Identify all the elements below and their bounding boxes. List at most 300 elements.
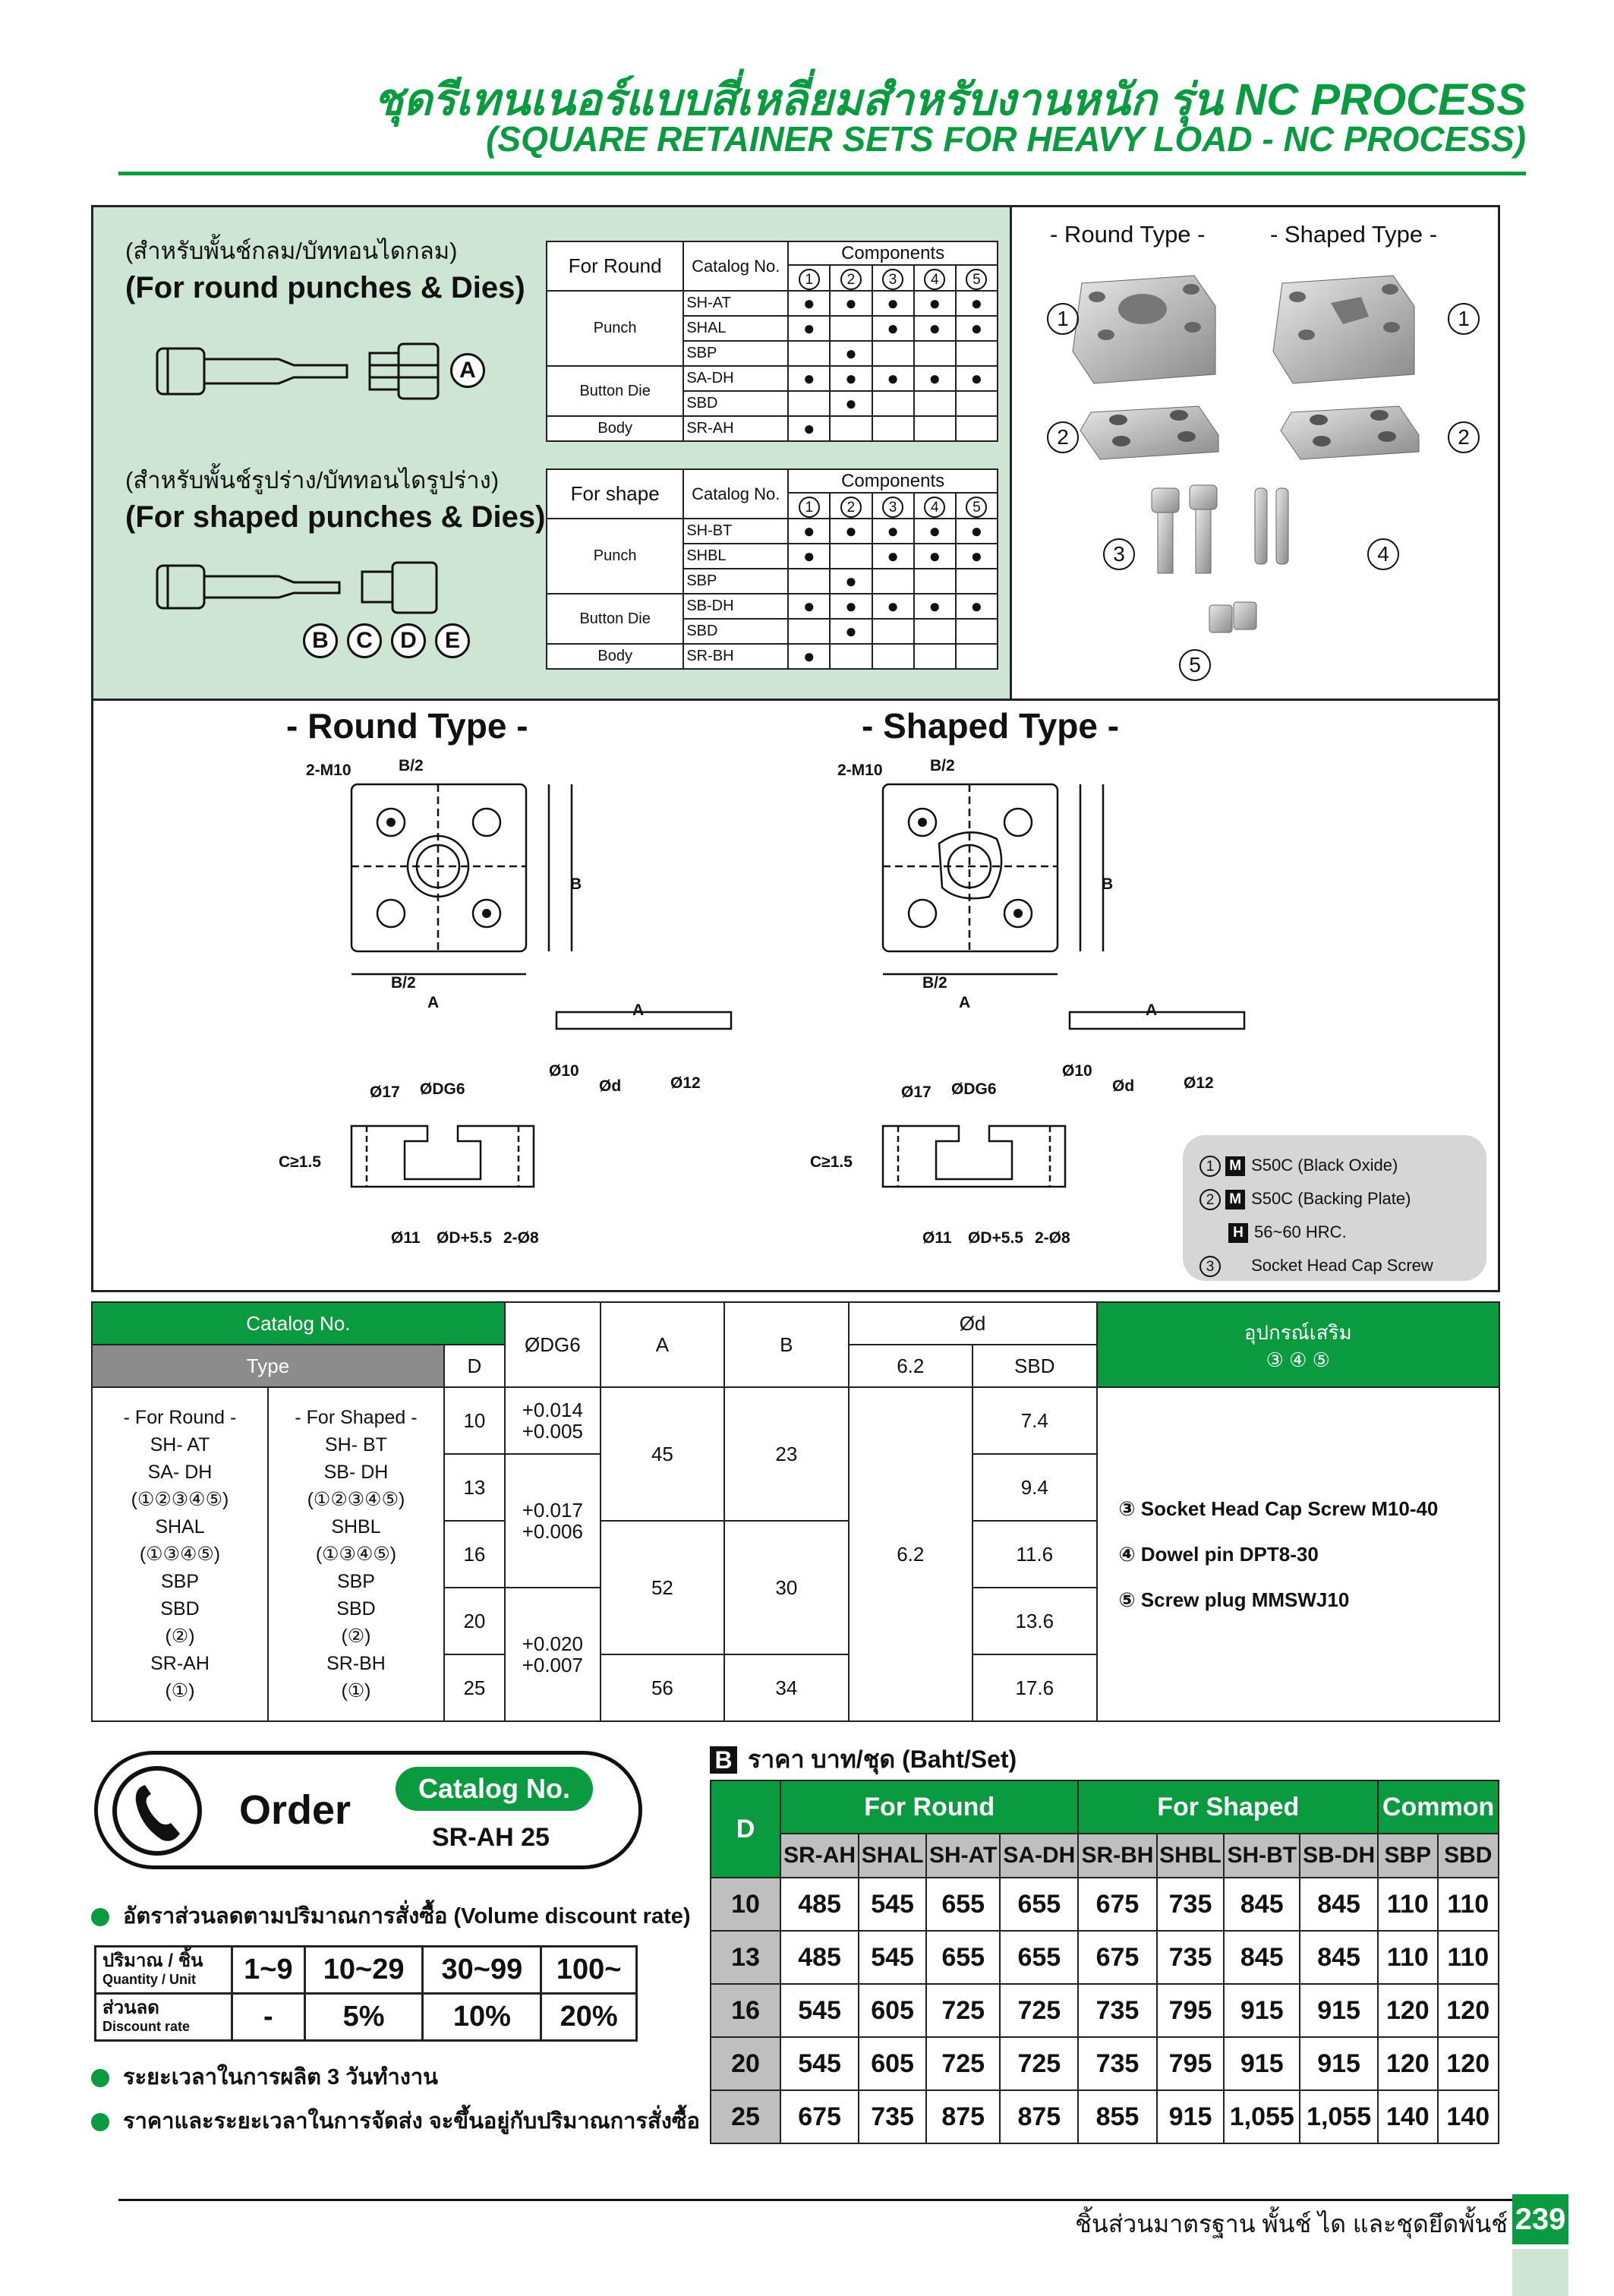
dim-m10-shaped: 2-M10 — [837, 762, 883, 779]
price-cell-16-sbd: 120 — [1438, 1984, 1499, 2037]
photo-number-3: 3 — [1103, 538, 1135, 570]
shape-comp-dot-1-1-3 — [914, 619, 956, 644]
shape-comp-dot-1-1-1: ● — [830, 619, 872, 644]
round-comp-head-components: Components — [788, 241, 998, 265]
round-comp-catalog-shal: SHAL — [683, 316, 788, 341]
price-cell-10-sb-dh: 845 — [1300, 1878, 1378, 1931]
shape-comp-dot-1-0-4: ● — [956, 594, 998, 619]
order-example — [94, 1751, 642, 1869]
round-comp-dot-1-0-1: ● — [830, 366, 872, 391]
shape-comp-dot-2-0-2 — [872, 644, 914, 669]
round-comp-dot-0-0-0: ● — [788, 291, 830, 316]
discount-title: อัตราส่วนลดตามปริมาณการสั่งซื้อ (Volume discount rate) — [123, 1904, 691, 1929]
round-comp-dot-0-0-1: ● — [830, 291, 872, 316]
dim-dg6-shaped: ØDG6 — [951, 1080, 997, 1098]
round-comp-dot-1-1-1: ● — [830, 391, 872, 416]
price-cell-20-sb-dh: 915 — [1300, 2037, 1378, 2090]
shape-comp-catalog-shbl: SHBL — [683, 544, 788, 569]
spec-round-item-6: SBP — [160, 1571, 199, 1592]
spec-dd-header: Ød — [849, 1302, 1097, 1345]
round-comp-dot-1-0-2: ● — [872, 366, 914, 391]
footer-text: ชิ้นส่วนมาตรฐาน พั้นช์ ได และชุดยึดพั้นช์ — [1075, 2210, 1508, 2238]
spec-shaped-item-6: SBP — [336, 1571, 375, 1592]
shape-comp-dot-0-1-4: ● — [956, 544, 998, 569]
spec-sbd-13: 9.4 — [972, 1454, 1097, 1521]
shape-comp-dot-0-2-2 — [872, 569, 914, 594]
price-cell-20-shbl: 795 — [1157, 2037, 1225, 2090]
price-b-badge: B — [710, 1746, 737, 1774]
shape-comp-dot-2-0-4 — [956, 644, 998, 669]
shape-comp-dot-2-0-3 — [914, 644, 956, 669]
price-col-sh-at: SH-AT — [926, 1834, 1000, 1878]
price-cell-25-sb-dh: 1,055 — [1300, 2090, 1378, 2143]
component-selection-pane — [93, 207, 1012, 701]
shape-comp-dot-0-2-0 — [788, 569, 830, 594]
round-comp-dot-0-2-0 — [788, 341, 830, 366]
spec-round-item-4: SHAL — [155, 1516, 205, 1538]
order-word: Order — [239, 1787, 351, 1833]
round-comp-dot-1-0-4: ● — [956, 366, 998, 391]
price-row-d-16: 16 — [711, 1984, 780, 2037]
discount-qty-2: 10~29 — [304, 1947, 423, 1994]
dim-dd-shaped: Ød — [1112, 1077, 1135, 1095]
spec-sbd-16: 11.6 — [972, 1521, 1097, 1588]
shape-comp-catalog-sbp: SBP — [683, 569, 788, 594]
price-cell-16-sh-bt: 915 — [1224, 1984, 1300, 2037]
price-title: ราคา บาท/ชุด (Baht/Set) — [748, 1746, 1017, 1773]
discount-rate-4: 20% — [541, 1994, 637, 2041]
discount-rate-th: ส่วนลด — [102, 1997, 159, 2018]
spec-b-30: 30 — [724, 1521, 848, 1654]
discount-rate-en: Discount rate — [102, 2018, 191, 2034]
delivery-note: ราคาและระยะเวลาในการจัดส่ง จะขึ้นอยู่กับปริมาณการสั่งซื้อ — [123, 2109, 700, 2134]
discount-qty-4: 100~ — [541, 1947, 637, 1994]
spec-round-item-9: SR-AH — [150, 1653, 210, 1674]
legend-m-badge: M — [1225, 1156, 1245, 1176]
spec-sbp-value: 6.2 — [849, 1387, 972, 1721]
letter-e-badge: E — [435, 623, 470, 658]
price-for-round-header: For Round — [780, 1780, 1078, 1834]
price-cell-25-sh-bt: 1,055 — [1224, 2090, 1300, 2143]
discount-rate-1: - — [232, 1994, 305, 2041]
footer-rule — [118, 2199, 1512, 2201]
spec-d-10: 10 — [444, 1387, 505, 1454]
component-photos — [1012, 207, 1498, 701]
spec-shaped-item-1: SH- BT — [325, 1434, 387, 1456]
spec-accessory-3: ⑤ Screw plug MMSWJ10 — [1118, 1588, 1350, 1611]
spec-round-item-3: (①②③④⑤) — [131, 1489, 229, 1510]
legend-number-1: 1 — [1199, 1156, 1221, 1177]
shape-comp-dot-0-1-1 — [830, 544, 872, 569]
price-cell-25-shal: 735 — [859, 2090, 926, 2143]
dim-a-round: A — [427, 994, 440, 1011]
spec-accessory-header: อุปกรณ์เสริม — [1244, 1321, 1352, 1344]
spec-sbd-20: 13.6 — [972, 1588, 1097, 1654]
photo-round-type-label: - Round Type - — [1050, 221, 1206, 248]
price-cell-13-sbd: 110 — [1438, 1931, 1499, 1984]
shape-comp-dot-2-0-1 — [830, 644, 872, 669]
dim-m10-round: 2-M10 — [306, 762, 351, 779]
round-comp-dot-1-1-4 — [956, 391, 998, 416]
spec-b-header: B — [724, 1302, 848, 1387]
price-cell-13-sh-at: 655 — [926, 1931, 1000, 1984]
product-frame — [91, 205, 1500, 1292]
spec-sbp-header: 6.2 — [849, 1345, 972, 1387]
spec-shaped-item-8: (②) — [341, 1626, 371, 1647]
spec-shaped-item-3: (①②③④⑤) — [307, 1489, 405, 1510]
round-comp-head-catalog: Catalog No. — [683, 241, 788, 291]
dim-b2-bottom-shaped: B/2 — [922, 974, 947, 992]
price-cell-13-sr-ah: 485 — [780, 1931, 859, 1984]
round-comp-catalog-sh-at: SH-AT — [683, 291, 788, 316]
round-comp-dot-0-1-2: ● — [872, 316, 914, 341]
price-cell-10-sh-bt: 845 — [1224, 1878, 1300, 1931]
round-comp-dot-0-0-3: ● — [914, 291, 956, 316]
spec-dg6-header: ØDG6 — [505, 1302, 601, 1387]
round-comp-dot-1-0-3: ● — [914, 366, 956, 391]
spec-round-item-8: (②) — [165, 1626, 195, 1647]
shape-comp-catalog-sr-bh: SR-BH — [683, 644, 788, 669]
shape-comp-component-num-1: 1 — [799, 497, 820, 518]
shaped-label-thai: (สำหรับพั้นช์รูปร่าง/บัททอนไดรูปร่าง) — [125, 467, 500, 494]
diagram-round-title: - Round Type - — [286, 706, 528, 746]
discount-qty-3: 30~99 — [423, 1947, 541, 1994]
shape-comp-dot-0-0-2: ● — [872, 519, 914, 544]
price-cell-20-sbd: 120 — [1438, 2037, 1499, 2090]
spec-a-header: A — [601, 1302, 724, 1387]
spec-tol1b: +0.005 — [522, 1420, 583, 1443]
discount-qty-1: 1~9 — [232, 1947, 305, 1994]
price-cell-20-sa-dh: 725 — [1000, 2037, 1078, 2090]
spec-d-25: 25 — [444, 1654, 505, 1721]
spec-round-item-1: SH- AT — [150, 1434, 210, 1456]
note-bullet-2 — [91, 2113, 109, 2131]
dim-b2-round: B/2 — [399, 757, 424, 774]
footer-tab-decoration — [1512, 2249, 1568, 2296]
round-components-table — [546, 241, 998, 442]
legend-item-4: Socket Head Cap Screw — [1251, 1256, 1433, 1275]
price-col-sr-ah: SR-AH — [780, 1834, 859, 1878]
shape-comp-head-catalog: Catalog No. — [683, 469, 788, 519]
shape-comp-head-components: Components — [788, 469, 998, 493]
spec-catalog-header: Catalog No. — [92, 1302, 505, 1345]
price-cell-13-shbl: 735 — [1157, 1931, 1225, 1984]
shape-comp-dot-0-1-0: ● — [788, 544, 830, 569]
legend-item-2: S50C (Backing Plate) — [1251, 1189, 1411, 1208]
spec-shaped-item-5: (①③④⑤) — [315, 1544, 397, 1565]
price-cell-25-sr-ah: 675 — [780, 2090, 859, 2143]
round-comp-dot-0-2-3 — [914, 341, 956, 366]
dim-dd-round: Ød — [599, 1077, 622, 1095]
dim-d17-round: Ø17 — [370, 1083, 400, 1101]
round-comp-group-2: Body — [547, 416, 683, 441]
price-table — [710, 1780, 1499, 2144]
spec-d-13: 13 — [444, 1454, 505, 1521]
legend-m-badge-2: M — [1225, 1190, 1245, 1210]
dim-b-round: B — [570, 875, 582, 893]
shape-comp-dot-0-2-4 — [956, 569, 998, 594]
round-comp-catalog-sa-dh: SA-DH — [683, 366, 788, 391]
spec-round-item-5: (①③④⑤) — [139, 1544, 221, 1565]
price-cell-13-sbp: 110 — [1378, 1931, 1437, 1984]
price-col-shal: SHAL — [859, 1834, 926, 1878]
page-title-english: (SQUARE RETAINER SETS FOR HEAVY LOAD - NC PROCESS) — [486, 119, 1526, 159]
price-common-header: Common — [1378, 1780, 1499, 1834]
dim-a-shaped: A — [959, 994, 971, 1011]
photo-number-4: 4 — [1367, 538, 1399, 570]
price-cell-16-sbp: 120 — [1378, 1984, 1437, 2037]
spec-a-52: 52 — [601, 1521, 724, 1654]
dim-b-shaped: B — [1102, 875, 1114, 893]
spec-d-16: 16 — [444, 1521, 505, 1588]
price-d-header: D — [711, 1780, 780, 1878]
spec-round-item-10: (①) — [165, 1680, 195, 1702]
discount-bullet — [91, 1908, 109, 1926]
price-cell-20-shal: 605 — [859, 2037, 926, 2090]
price-cell-20-sr-bh: 735 — [1078, 2037, 1156, 2090]
shape-comp-dot-0-2-1: ● — [830, 569, 872, 594]
diagram-shaped-title: - Shaped Type - — [862, 706, 1120, 746]
title-divider — [118, 172, 1526, 175]
dim-d17-shaped: Ø17 — [901, 1083, 932, 1101]
price-cell-13-sh-bt: 845 — [1224, 1931, 1300, 1984]
round-comp-dot-2-0-2 — [872, 416, 914, 441]
spec-type-header: Type — [92, 1345, 444, 1387]
price-col-sr-bh: SR-BH — [1078, 1834, 1156, 1878]
price-cell-16-sr-bh: 735 — [1078, 1984, 1156, 2037]
photo-number-1-right: 1 — [1448, 303, 1480, 335]
spec-tol3b: +0.007 — [522, 1654, 583, 1676]
price-row-d-25: 25 — [711, 2090, 780, 2143]
round-punch-illustration — [150, 333, 544, 409]
spec-b-23: 23 — [724, 1387, 848, 1521]
photo-number-2-right: 2 — [1448, 421, 1480, 453]
dim-d12-shaped: Ø12 — [1184, 1074, 1214, 1092]
price-cell-10-sa-dh: 655 — [1000, 1878, 1078, 1931]
shape-comp-catalog-sb-dh: SB-DH — [683, 594, 788, 619]
round-comp-group-0: Punch — [547, 291, 683, 366]
shape-comp-dot-1-1-4 — [956, 619, 998, 644]
shape-comp-dot-1-0-3: ● — [914, 594, 956, 619]
round-comp-dot-0-1-4: ● — [956, 316, 998, 341]
shape-comp-component-num-5: 5 — [966, 497, 987, 518]
dim-d8-shaped: 2-Ø8 — [1035, 1229, 1070, 1247]
spec-sbd-25: 17.6 — [972, 1654, 1097, 1721]
photo-shaped-type-label: - Shaped Type - — [1270, 221, 1438, 248]
price-row-d-13: 13 — [711, 1931, 780, 1984]
round-comp-dot-2-0-1 — [830, 416, 872, 441]
spec-a-56: 56 — [601, 1654, 724, 1721]
page-title-thai: ชุดรีเทนเนอร์แบบสี่เหลี่ยมสำหรับงานหนัก รุ่น NC PROCESS — [374, 75, 1526, 125]
legend-number-2: 2 — [1199, 1189, 1221, 1210]
price-cell-13-shal: 545 — [859, 1931, 926, 1984]
round-comp-dot-1-1-0 — [788, 391, 830, 416]
discount-rate-2: 5% — [304, 1994, 423, 2041]
shaped-label-english: (For shaped punches & Dies) — [125, 500, 546, 534]
round-label-english: (For round punches & Dies) — [125, 271, 525, 304]
parts-photo-art — [1012, 253, 1498, 693]
phone-icon — [112, 1765, 203, 1856]
price-cell-25-sr-bh: 855 — [1078, 2090, 1156, 2143]
spec-shaped-item-7: SBD — [336, 1598, 376, 1620]
note-bullet-1 — [91, 2069, 109, 2087]
spec-b-34: 34 — [724, 1654, 848, 1721]
spec-d-20: 20 — [444, 1588, 505, 1654]
shape-comp-component-num-4: 4 — [924, 497, 945, 518]
price-cell-16-shbl: 795 — [1157, 1984, 1225, 2037]
spec-shaped-item-4: SHBL — [331, 1516, 381, 1538]
round-comp-dot-0-2-2 — [872, 341, 914, 366]
price-cell-10-sbp: 110 — [1378, 1878, 1437, 1931]
price-cell-16-sa-dh: 725 — [1000, 1984, 1078, 2037]
spec-a-45: 45 — [601, 1387, 724, 1521]
spec-round-item-0: - For Round - — [123, 1407, 237, 1428]
round-comp-dot-1-0-0: ● — [788, 366, 830, 391]
price-cell-16-shal: 605 — [859, 1984, 926, 2037]
shape-comp-dot-1-1-0 — [788, 619, 830, 644]
spec-sbd-10: 7.4 — [972, 1387, 1097, 1454]
shape-comp-dot-1-0-1: ● — [830, 594, 872, 619]
round-comp-head-type: For Round — [547, 241, 683, 291]
round-comp-group-1: Button Die — [547, 366, 683, 416]
photo-number-1-left: 1 — [1047, 303, 1079, 335]
shape-comp-catalog-sh-bt: SH-BT — [683, 519, 788, 544]
spec-shaped-item-10: (①) — [341, 1680, 371, 1702]
discount-qty-en: Quantity / Unit — [102, 1971, 196, 1987]
price-col-sbp: SBP — [1378, 1834, 1437, 1878]
price-row-d-20: 20 — [711, 2037, 780, 2090]
round-comp-dot-0-0-4: ● — [956, 291, 998, 316]
shaped-components-table — [546, 468, 998, 670]
price-cell-16-sr-ah: 545 — [780, 1984, 859, 2037]
price-col-sbd: SBD — [1438, 1834, 1499, 1878]
shaped-punch-illustration — [150, 558, 514, 626]
price-for-shaped-header: For Shaped — [1078, 1780, 1378, 1834]
round-label-thai: (สำหรับพั้นช์กลม/บัททอนไดกลม) — [125, 238, 458, 264]
dim-c15-shaped: C≥1.5 — [810, 1153, 853, 1171]
round-comp-dot-2-0-0: ● — [788, 416, 830, 441]
dim-dg6-round: ØDG6 — [420, 1080, 465, 1098]
price-cell-10-sh-at: 655 — [926, 1878, 1000, 1931]
spec-round-catalog-list — [92, 1387, 268, 1721]
price-cell-10-shbl: 735 — [1157, 1878, 1225, 1931]
shape-comp-group-0: Punch — [547, 519, 683, 594]
round-comp-dot-2-0-4 — [956, 416, 998, 441]
spec-sbd-header: SBD — [972, 1345, 1097, 1387]
dim-d8-round: 2-Ø8 — [503, 1229, 539, 1247]
shape-comp-catalog-sbd: SBD — [683, 619, 788, 644]
legend-item-3: 56~60 HRC. — [1254, 1222, 1347, 1241]
legend-number-3: 3 — [1199, 1256, 1221, 1277]
price-cell-16-sb-dh: 915 — [1300, 1984, 1378, 2037]
price-cell-10-shal: 545 — [859, 1878, 926, 1931]
round-comp-dot-0-1-0: ● — [788, 316, 830, 341]
discount-table — [94, 1945, 638, 2042]
price-cell-13-sa-dh: 655 — [1000, 1931, 1078, 1984]
round-comp-dot-1-1-3 — [914, 391, 956, 416]
dim-b2-bottom-round: B/2 — [391, 974, 416, 992]
dim-a-plate-shaped: A — [1146, 1001, 1158, 1019]
price-col-sh-bt: SH-BT — [1224, 1834, 1300, 1878]
shape-comp-group-1: Button Die — [547, 594, 683, 644]
production-time-note: ระยะเวลาในการผลิต 3 วันทำงาน — [123, 2065, 438, 2089]
page-number: 239 — [1512, 2194, 1568, 2244]
spec-accessory-numbers: ③ ④ ⑤ — [1266, 1348, 1330, 1371]
shape-comp-dot-0-0-3: ● — [914, 519, 956, 544]
price-row-d-10: 10 — [711, 1878, 780, 1931]
round-comp-dot-0-2-4 — [956, 341, 998, 366]
specification-table — [91, 1301, 1500, 1722]
dim-d10-shaped: Ø10 — [1062, 1062, 1092, 1080]
letter-a-badge: A — [450, 353, 485, 388]
shape-comp-dot-0-0-1: ● — [830, 519, 872, 544]
price-cell-20-sh-at: 725 — [926, 2037, 1000, 2090]
price-cell-25-sh-at: 875 — [926, 2090, 1000, 2143]
round-comp-dot-1-1-2 — [872, 391, 914, 416]
letter-b-badge: B — [303, 623, 338, 658]
round-comp-component-num-2: 2 — [840, 269, 862, 290]
shape-comp-group-2: Body — [547, 644, 683, 669]
spec-shaped-catalog-list — [268, 1387, 444, 1721]
spec-shaped-item-2: SB- DH — [323, 1462, 389, 1483]
round-comp-component-num-1: 1 — [799, 269, 820, 290]
shape-comp-dot-0-1-2: ● — [872, 544, 914, 569]
price-col-shbl: SHBL — [1157, 1834, 1225, 1878]
spec-tol1: +0.014 — [522, 1399, 583, 1421]
spec-tol2: +0.017 — [522, 1499, 583, 1522]
shape-comp-dot-0-0-0: ● — [788, 519, 830, 544]
price-col-sa-dh: SA-DH — [1000, 1834, 1078, 1878]
dim-a-plate-round: A — [632, 1001, 645, 1019]
round-comp-dot-0-2-1: ● — [830, 341, 872, 366]
dim-d11-shaped: Ø11 — [922, 1229, 952, 1247]
photo-number-5: 5 — [1179, 649, 1211, 681]
order-catalog-value: SR-AH 25 — [432, 1823, 550, 1852]
price-cell-20-sh-bt: 915 — [1224, 2037, 1300, 2090]
price-cell-10-sr-bh: 675 — [1078, 1878, 1156, 1931]
dim-b2-shaped: B/2 — [930, 757, 955, 774]
spec-tol2b: +0.006 — [522, 1520, 583, 1543]
spec-round-item-7: SBD — [160, 1598, 200, 1620]
spec-accessory-2: ④ Dowel pin DPT8-30 — [1118, 1543, 1319, 1566]
discount-rate-3: 10% — [423, 1994, 541, 2041]
spec-accessory-1: ③ Socket Head Cap Screw M10-40 — [1118, 1497, 1439, 1520]
shape-comp-head-type: For shape — [547, 469, 683, 519]
round-comp-catalog-sbd: SBD — [683, 391, 788, 416]
photo-number-2-left: 2 — [1047, 421, 1079, 453]
legend-item-1: S50C (Black Oxide) — [1251, 1156, 1398, 1175]
price-cell-13-sb-dh: 845 — [1300, 1931, 1378, 1984]
letter-c-badge: C — [347, 623, 382, 658]
material-legend — [1183, 1135, 1486, 1281]
spec-tol3: +0.020 — [522, 1632, 583, 1655]
price-cell-20-sbp: 120 — [1378, 2037, 1437, 2090]
order-catalog-label: Catalog No. — [396, 1767, 593, 1811]
legend-h-badge: H — [1228, 1223, 1248, 1243]
shape-comp-component-num-2: 2 — [840, 497, 862, 518]
shape-comp-dot-1-0-2: ● — [872, 594, 914, 619]
round-comp-component-num-5: 5 — [966, 269, 987, 290]
shape-comp-dot-2-0-0: ● — [788, 644, 830, 669]
shape-comp-dot-1-1-2 — [872, 619, 914, 644]
round-comp-dot-0-1-1 — [830, 316, 872, 341]
price-cell-10-sbd: 110 — [1438, 1878, 1499, 1931]
dim-dd55-round: ØD+5.5 — [437, 1229, 492, 1247]
price-cell-13-sr-bh: 675 — [1078, 1931, 1156, 1984]
dim-d12-round: Ø12 — [670, 1074, 701, 1092]
round-comp-catalog-sbp: SBP — [683, 341, 788, 366]
price-cell-25-shbl: 915 — [1157, 2090, 1225, 2143]
